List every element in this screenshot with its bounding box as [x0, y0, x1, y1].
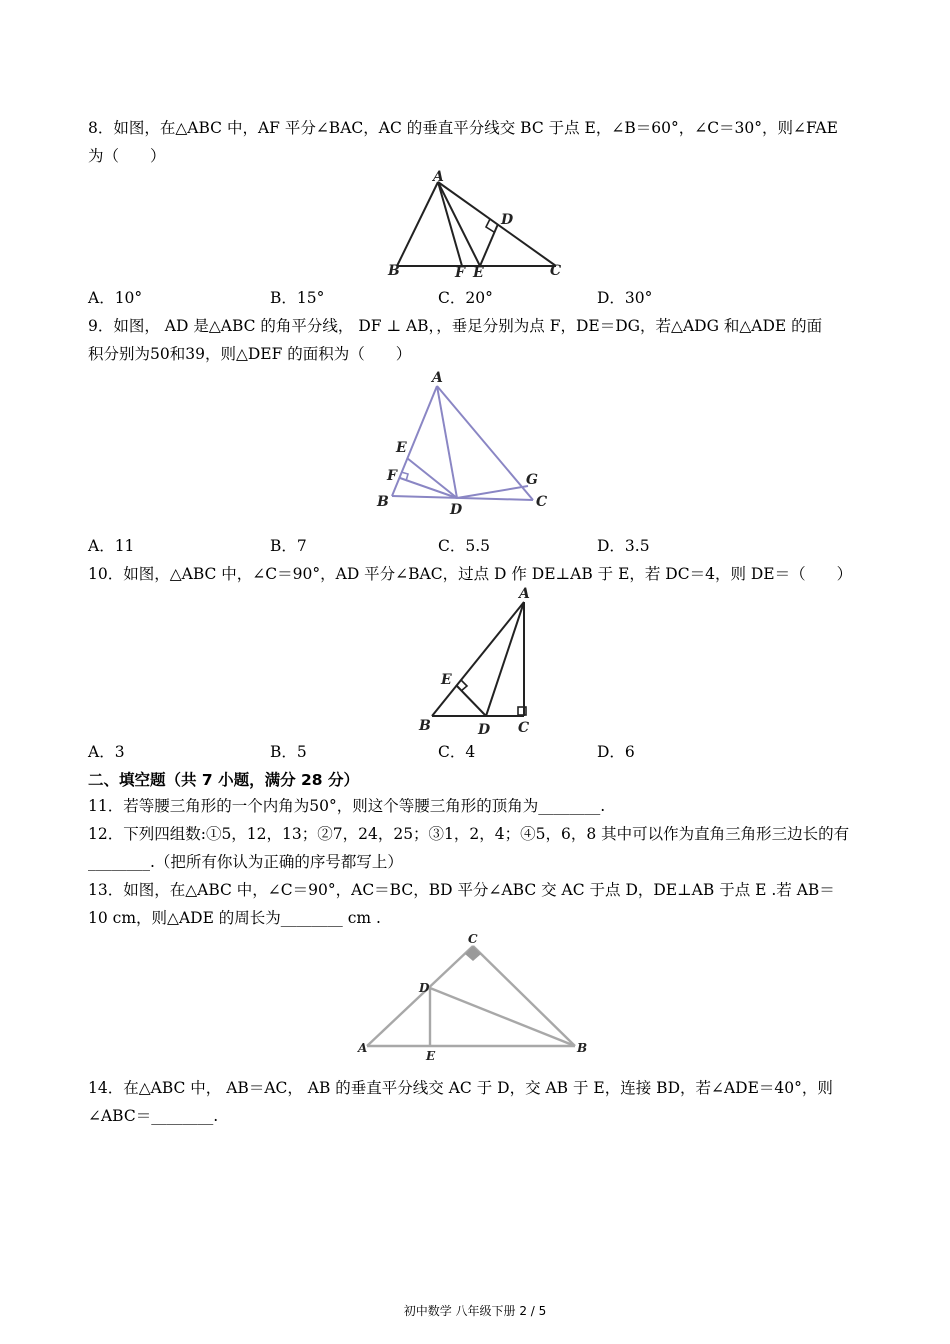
q11-text: 11．若等腰三角形的一个内角为50°，则这个等腰三角形的顶角为________.: [88, 797, 606, 815]
q10-figure: [410, 584, 550, 740]
q10-label-b: B: [419, 718, 431, 734]
q8-label-c: C: [550, 263, 562, 279]
q13-figure: [355, 930, 595, 1064]
q13-label-d: D: [419, 981, 430, 995]
q13-text-line1: 13．如图，在△ABC 中，∠C＝90°，AC＝BC，BD 平分∠ABC 交 AC 于点 D，DE⊥AB 于点 E .若 AB＝: [88, 881, 835, 899]
q9-option-d[interactable]: D．3.5: [597, 537, 650, 555]
q9-label-a: A: [432, 370, 443, 386]
q8-seg-ed: [480, 224, 498, 266]
q13-seg-ac: [367, 946, 473, 1046]
q8-option-d[interactable]: D．30°: [597, 289, 653, 307]
q9-seg-df: [400, 478, 457, 498]
q9-label-e: E: [396, 440, 407, 456]
q10-seg-de: [456, 685, 486, 716]
q8-text-line2: 为（ ）: [88, 147, 166, 165]
q8-label-f: F: [455, 265, 465, 280]
q9-label-c: C: [536, 494, 548, 510]
q8-label-d: D: [501, 212, 514, 228]
q13-seg-bc: [473, 946, 575, 1046]
q8-option-a[interactable]: A．10°: [88, 289, 143, 307]
q9-seg-dg: [457, 486, 528, 498]
q13-seg-bd: [430, 988, 575, 1046]
q9-seg-ac: [437, 386, 533, 500]
q9-option-b[interactable]: B．7: [270, 537, 307, 555]
q9-option-c[interactable]: C．5.5: [438, 537, 491, 555]
q10-label-e: E: [441, 672, 452, 688]
q13-label-e: E: [426, 1049, 436, 1063]
q12-text-line2: ________.（把所有你认为正确的序号都写上）: [88, 853, 403, 871]
q8-seg-ab: [397, 182, 438, 266]
q13-label-b: B: [577, 1041, 588, 1055]
q10-right-angle-e: [461, 680, 467, 691]
q9-label-d: D: [450, 502, 463, 518]
q8-label-b: B: [388, 263, 400, 279]
q10-seg-ad: [486, 602, 524, 716]
q10-option-b[interactable]: B．5: [270, 743, 307, 761]
q8-option-b[interactable]: B．15°: [270, 289, 325, 307]
q8-option-c[interactable]: C．20°: [438, 289, 493, 307]
q10-option-c[interactable]: C．4: [438, 743, 476, 761]
q8-label-a: A: [433, 169, 444, 185]
q14-text-line1: 14．在△ABC 中， AB＝AC， AB 的垂直平分线交 AC 于 D，交 AB 于 E，连接 BD，若∠ADE＝40°，则: [88, 1079, 833, 1097]
q10-label-c: C: [518, 720, 530, 736]
q10-option-d[interactable]: D．6: [597, 743, 635, 761]
q9-text-line1: 9．如图， AD 是△ABC 的角平分线， DF ⊥ AB，，垂足分别为点 F，DE＝DG，若△ADG 和△ADE 的面: [88, 317, 823, 335]
q10-label-a: A: [519, 586, 530, 602]
q14-text-line2: ∠ABC＝________.: [88, 1107, 219, 1125]
q9-seg-de: [407, 458, 457, 498]
q9-label-f: F: [387, 468, 397, 484]
q9-text-line2: 积分别为50和39，则△DEF 的面积为（ ）: [88, 345, 412, 363]
q13-label-a: A: [358, 1041, 368, 1055]
q9-figure: [370, 364, 560, 520]
q10-text-line1: 10．如图，△ABC 中，∠C＝90°，AD 平分∠BAC，过点 D 作 DE⊥AB 于 E，若 DC＝4，则 DE＝（ ）: [88, 565, 853, 583]
q13-label-c: C: [468, 932, 478, 946]
q8-figure: [380, 168, 580, 280]
q13-right-angle-c: [465, 946, 481, 961]
q9-seg-ad: [437, 386, 457, 498]
page-footer: 初中数学 八年级下册 2 / 5: [403, 1304, 547, 1318]
q13-text-line2: 10 cm，则△ADE 的周长为________ cm .: [88, 909, 381, 927]
q8-label-e: E: [473, 265, 484, 280]
section-fill-in-title: 二、填空题（共 7 小题，满分 28 分）: [88, 771, 359, 789]
q9-label-g: G: [526, 472, 538, 488]
q10-seg-ab: [432, 602, 524, 716]
q12-text-line1: 12．下列四组数:①5，12，13；②7，24，25；③1，2，4；④5，6，8 其中可以作为直角三角形三边长的有: [88, 825, 850, 843]
q8-text-line1: 8．如图，在△ABC 中，AF 平分∠BAC，AC 的垂直平分线交 BC 于点 E，∠B＝60°，∠C＝30°，则∠FAE: [88, 119, 838, 137]
q9-label-b: B: [377, 494, 389, 510]
q10-label-d: D: [478, 722, 491, 738]
q10-option-a[interactable]: A．3: [88, 743, 125, 761]
q9-option-a[interactable]: A．11: [88, 537, 135, 555]
